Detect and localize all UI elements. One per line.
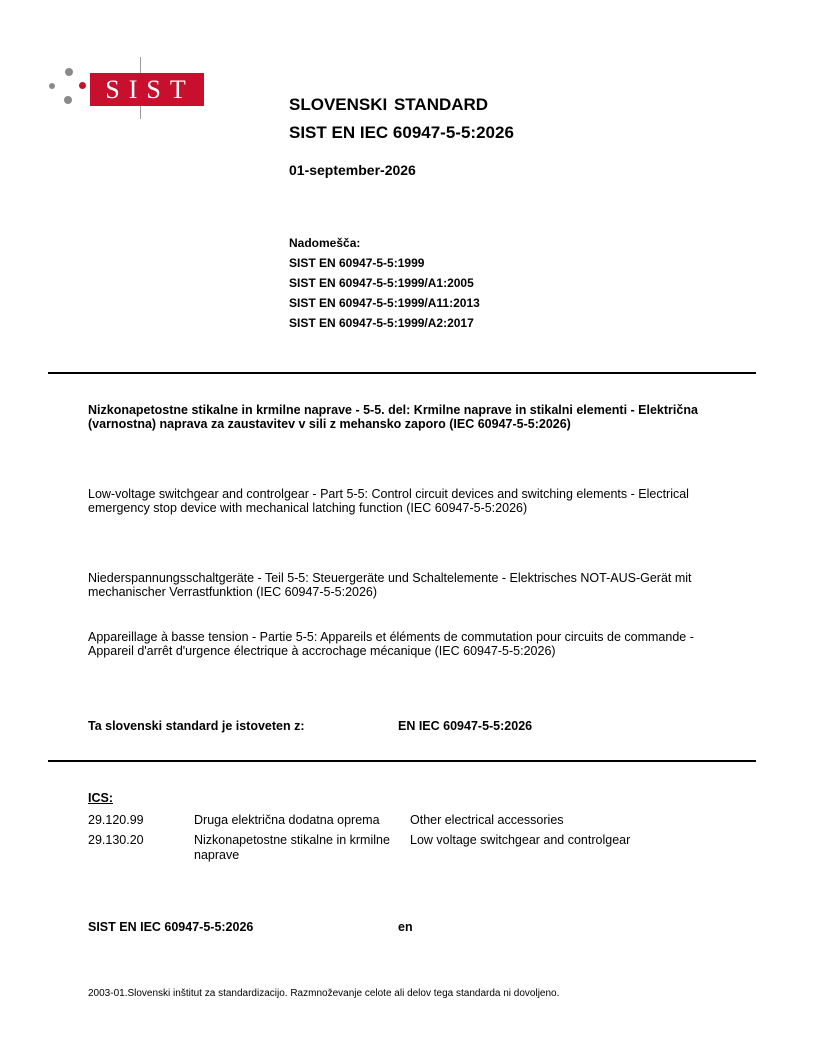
replaces-label: Nadomešča: [289,236,361,250]
replaces-item: SIST EN 60947-5-5:1999/A1:2005 [289,276,474,290]
replaces-item: SIST EN 60947-5-5:1999/A11:2013 [289,296,480,310]
ics-label: ICS: [88,791,113,805]
title-english: Low-voltage switchgear and controlgear - Part 5-5: Control circuit devices and switching elements - Electrical emergency stop device with mechanical latching function (IEC 60947-5-5:2026) [88,487,689,515]
ics-description-sl: Druga električna dodatna oprema [194,813,380,827]
replaces-item: SIST EN 60947-5-5:1999/A2:2017 [289,316,474,330]
title-french: Appareillage à basse tension - Partie 5-5: Appareils et éléments de commutation pour circuits de commande - Appareil d'arrêt d'urgence électrique à accrochage mécanique (IEC 60947-5-5:2026) [88,630,694,658]
top-divider [48,372,756,374]
ics-description-en: Low voltage switchgear and controlgear [410,833,631,847]
logo-dots-icon [46,66,86,110]
footer-language: en [398,920,413,934]
title-german: Niederspannungsschaltgeräte - Teil 5-5: Steuergeräte und Schaltelemente - Elektrisches NOT-AUS-Gerät mit mechanischer Verrastfunktion (IEC 60947-5-5:2026) [88,571,692,599]
title-slovenian: Nizkonapetostne stikalne in krmilne naprave - 5-5. del: Krmilne naprave in stikalni elementi - Električna (varnostna) naprava za zaustavitev v sili z mehansko zaporo (IEC 60947-5-5:2026) [88,403,698,431]
identical-value: EN IEC 60947-5-5:2026 [398,719,533,733]
document-type-title: SLOVENSKI STANDARD [289,95,489,114]
publication-date: 01-september-2026 [289,162,416,178]
ics-row [88,813,708,828]
copyright-notice: 2003-01.Slovenski inštitut za standardizacijo. Razmnoževanje celote ali delov tega standarda ni dovoljeno. [88,988,560,999]
footer-standard-code: SIST EN IEC 60947-5-5:2026 [88,920,254,934]
identical-label: Ta slovenski standard je istoveten z: [88,719,305,733]
bottom-divider [48,760,756,762]
sist-logo: SIST [90,73,204,106]
ics-table [88,813,708,868]
ics-description-en: Other electrical accessories [410,813,564,827]
replaces-item: SIST EN 60947-5-5:1999 [289,256,425,270]
ics-code: 29.130.20 [88,833,144,847]
standard-code: SIST EN IEC 60947-5-5:2026 [289,123,514,142]
replaces-block [289,233,480,333]
ics-row [88,833,708,863]
ics-description-sl: Nizkonapetostne stikalne in krmilne naprave [194,833,390,862]
ics-code: 29.120.99 [88,813,144,827]
